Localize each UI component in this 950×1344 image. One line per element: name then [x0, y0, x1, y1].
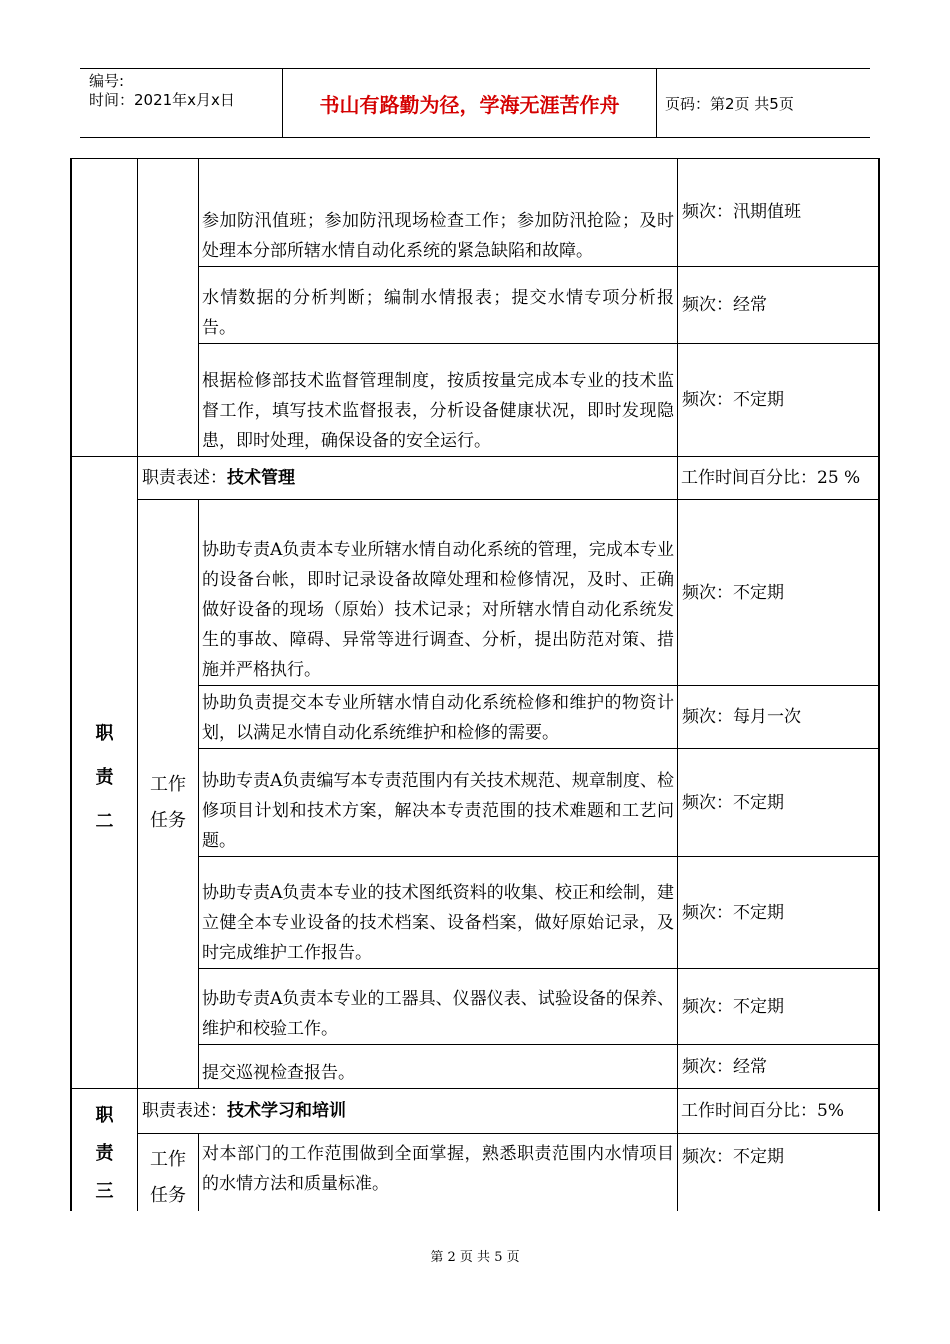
work-task-label: 工作 任务 [150, 774, 186, 831]
task-description: 对本部门的工作范围做到全面掌握，熟悉职责范围内水情项目的水情方法和质量标准。 [202, 1144, 674, 1194]
task-frequency: 频次：不定期 [682, 390, 784, 410]
task-frequency: 频次：不定期 [682, 902, 784, 923]
task-description: 水情数据的分析判断；编制水情报表；提交水情专项分析报告。 [202, 288, 674, 338]
work-task-label: 工作 任务 [150, 1149, 186, 1206]
column-divider [137, 158, 138, 1211]
header-motto: 书山有路勤为径，学海无涯苦作舟 [319, 92, 620, 117]
section-label: 职 责 三 [95, 1105, 114, 1202]
task-frequency: 频次：不定期 [682, 1146, 784, 1167]
task-frequency: 频次：经常 [682, 295, 767, 315]
document-number: 编号: [89, 72, 125, 90]
document-date: 时间：2021年x月x日 [89, 91, 235, 109]
task-frequency: 频次：每月一次 [682, 707, 801, 727]
task-description: 协助专责A负责编写本专责范围内有关技术规范、规章制度、检修项目计划和技术方案，解决本专责范围的技术难题和工艺问题。 [202, 771, 674, 851]
task-frequency: 频次：不定期 [682, 582, 784, 603]
section-label: 职 责 二 [95, 723, 114, 832]
task-description: 协助专责A负责本专业的技术图纸资料的收集、校正和绘制，建立健全本专业设备的技术档案、设备档案，做好原始记录，及时完成维护工作报告。 [202, 883, 674, 963]
duties-table [70, 158, 879, 1211]
duty-description: 职责表述： 技术学习和培训 [138, 1089, 677, 1133]
header-page-number: 页码：第2页 共5页 [665, 94, 794, 113]
table-border [70, 158, 72, 1211]
task-description: 协助专责A负责本专业的工器具、仪器仪表、试验设备的保养、维护和校验工作。 [202, 989, 674, 1039]
task-description: 协助专责A负责本专业所辖水情自动化系统的管理，完成本专业的设备台帐，即时记录设备故障处理和检修情况，及时、正确做好设备的现场（原始）技术记录；对所辖水情自动化系统发生的事故、障碍、异常等进行调查、分析，提出防范对策、措施并严格执行。 [202, 540, 674, 680]
duty-title: 技术学习和培训 [227, 1101, 346, 1121]
duty-title: 技术管理 [227, 468, 295, 488]
time-percentage: 工作时间百分比：25 % [681, 468, 861, 488]
header-meta [89, 72, 235, 110]
task-frequency: 频次：不定期 [682, 792, 784, 813]
time-percentage: 工作时间百分比：5% [681, 1101, 844, 1121]
task-description: 参加防汛值班；参加防汛现场检查工作；参加防汛抢险；及时处理本分部所辖水情自动化系统的紧急缺陷和故障。 [202, 211, 674, 261]
duty-description: 职责表述： 技术管理 [138, 457, 677, 499]
task-description: 协助负责提交本专业所辖水情自动化系统检修和维护的物资计划，以满足水情自动化系统维护和检修的需要。 [202, 693, 674, 743]
task-frequency: 频次：汛期值班 [682, 202, 801, 222]
task-description: 提交巡视检查报告。 [202, 1063, 355, 1083]
page-header [80, 68, 870, 138]
task-frequency: 频次：经常 [682, 1056, 767, 1077]
page-footer: 第 2 页 共 5 页 [430, 1250, 520, 1265]
task-frequency: 频次：不定期 [682, 996, 784, 1017]
header-divider [656, 69, 657, 137]
task-description: 根据检修部技术监督管理制度，按质按量完成本专业的技术监督工作，填写技术监督报表，分析设备健康状况，即时发现隐患，即时处理，确保设备的安全运行。 [202, 371, 674, 451]
